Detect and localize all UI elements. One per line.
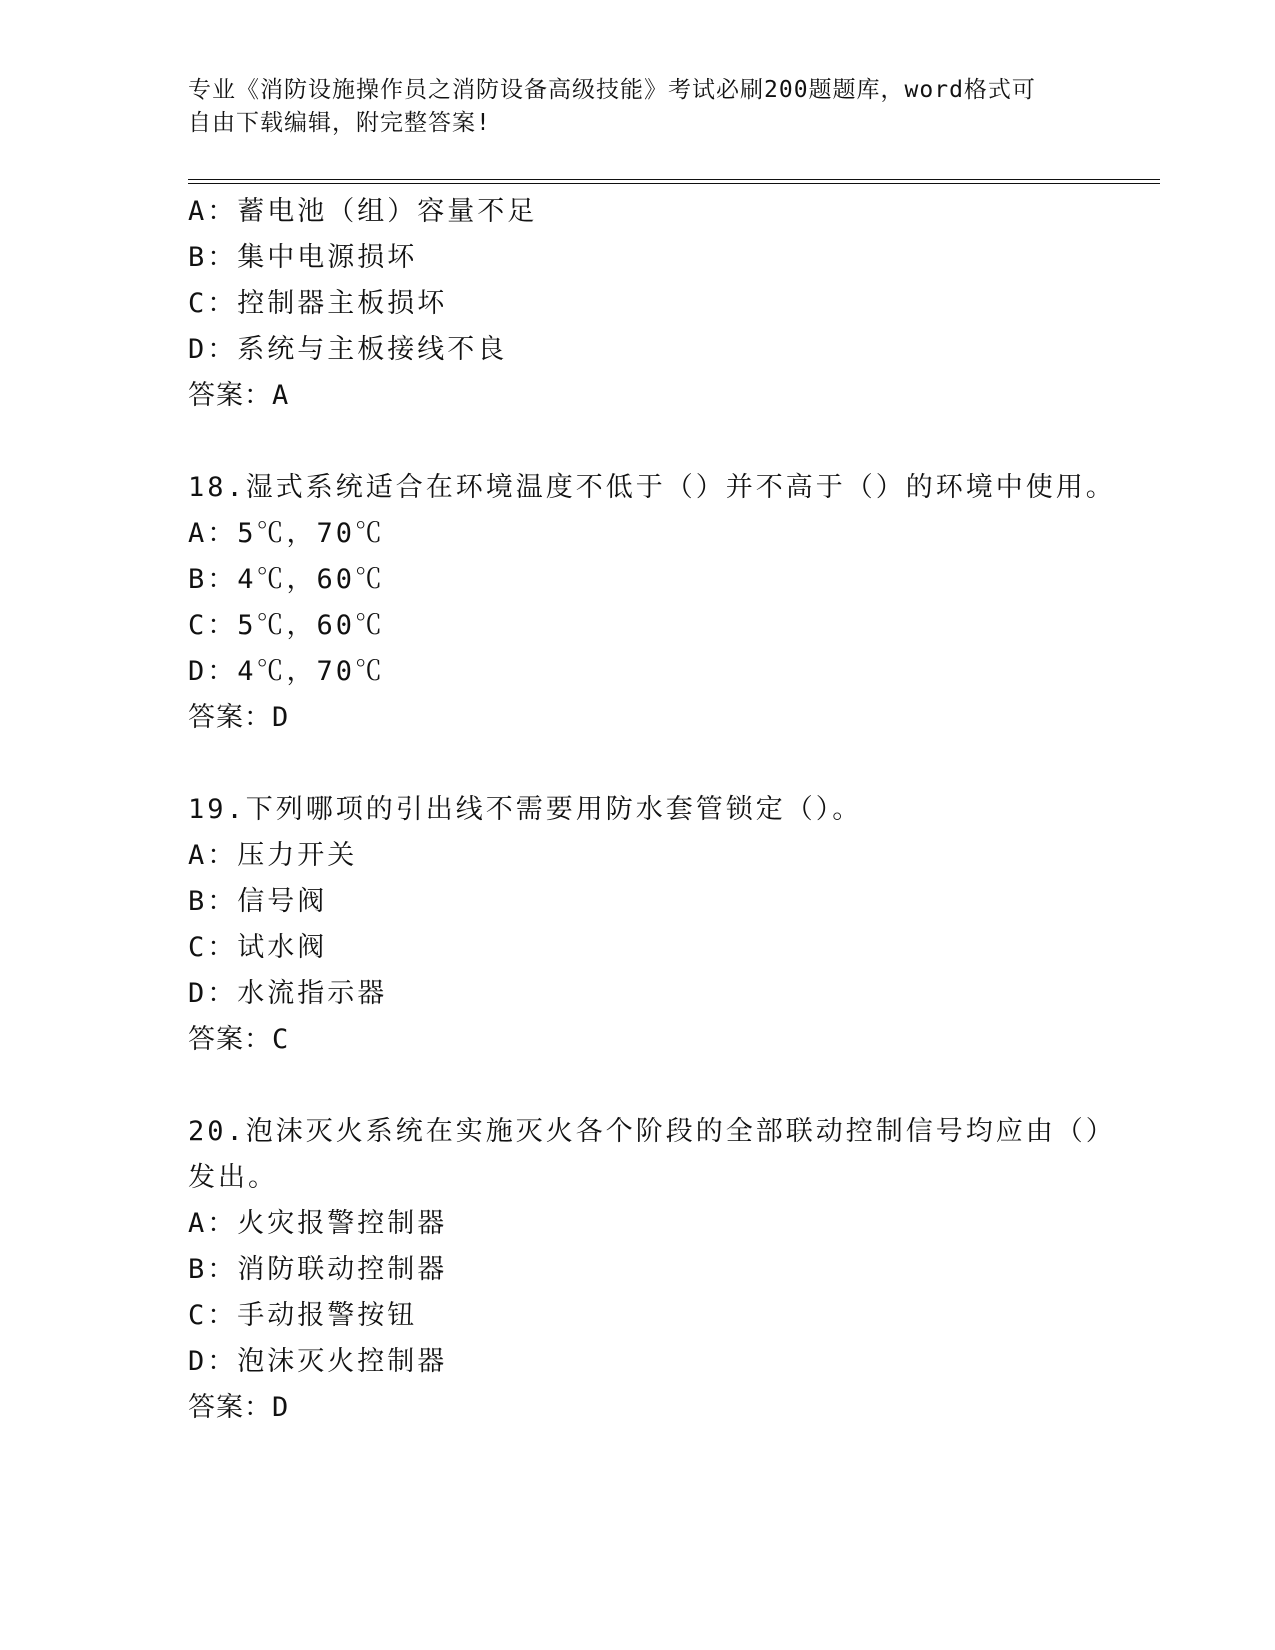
option-b: B：消防联动控制器 [188,1254,448,1285]
option-c: C：5℃，60℃ [188,610,386,641]
answer: 答案：D [188,702,290,733]
option-c: C：控制器主板损坏 [188,288,448,319]
question-stem: 20.泡沫灭火系统在实施灭火各个阶段的全部联动控制信号均应由（） [188,1116,1116,1147]
option-a: A：5℃，70℃ [188,518,386,549]
header-line-1: 专业《消防设施操作员之消防设备高级技能》考试必刷200题题库，word格式可 [188,77,1036,103]
option-b: B：信号阀 [188,886,328,917]
question-18 [188,465,1128,741]
question-stem-continued: 发出。 [188,1162,278,1193]
spacer [188,419,1128,465]
option-a: A：蓄电池（组）容量不足 [188,196,538,227]
question-list [188,189,1128,1431]
option-d: D：泡沫灭火控制器 [188,1346,448,1377]
option-d: D：4℃，70℃ [188,656,386,687]
option-d: D：系统与主板接线不良 [188,334,508,365]
option-b: B：集中电源损坏 [188,242,418,273]
document-header [188,74,1088,140]
header-divider-top [188,179,1160,180]
question-20 [188,1109,1128,1431]
answer: 答案：A [188,380,290,411]
option-d: D：水流指示器 [188,978,388,1009]
question-stem: 19.下列哪项的引出线不需要用防水套管锁定（）。 [188,794,863,825]
option-a: A：火灾报警控制器 [188,1208,448,1239]
header-divider-bottom [188,183,1160,184]
option-c: C：手动报警按钮 [188,1300,418,1331]
answer: 答案：C [188,1024,290,1055]
answer: 答案：D [188,1392,290,1423]
option-c: C：试水阀 [188,932,328,963]
spacer [188,1063,1128,1109]
question-stem: 18.湿式系统适合在环境温度不低于（）并不高于（）的环境中使用。 [188,472,1116,503]
option-b: B：4℃，60℃ [188,564,386,595]
question-17-continuation [188,189,1128,419]
header-line-2: 自由下载编辑，附完整答案! [188,110,491,136]
spacer [188,741,1128,787]
question-19 [188,787,1128,1063]
option-a: A：压力开关 [188,840,358,871]
